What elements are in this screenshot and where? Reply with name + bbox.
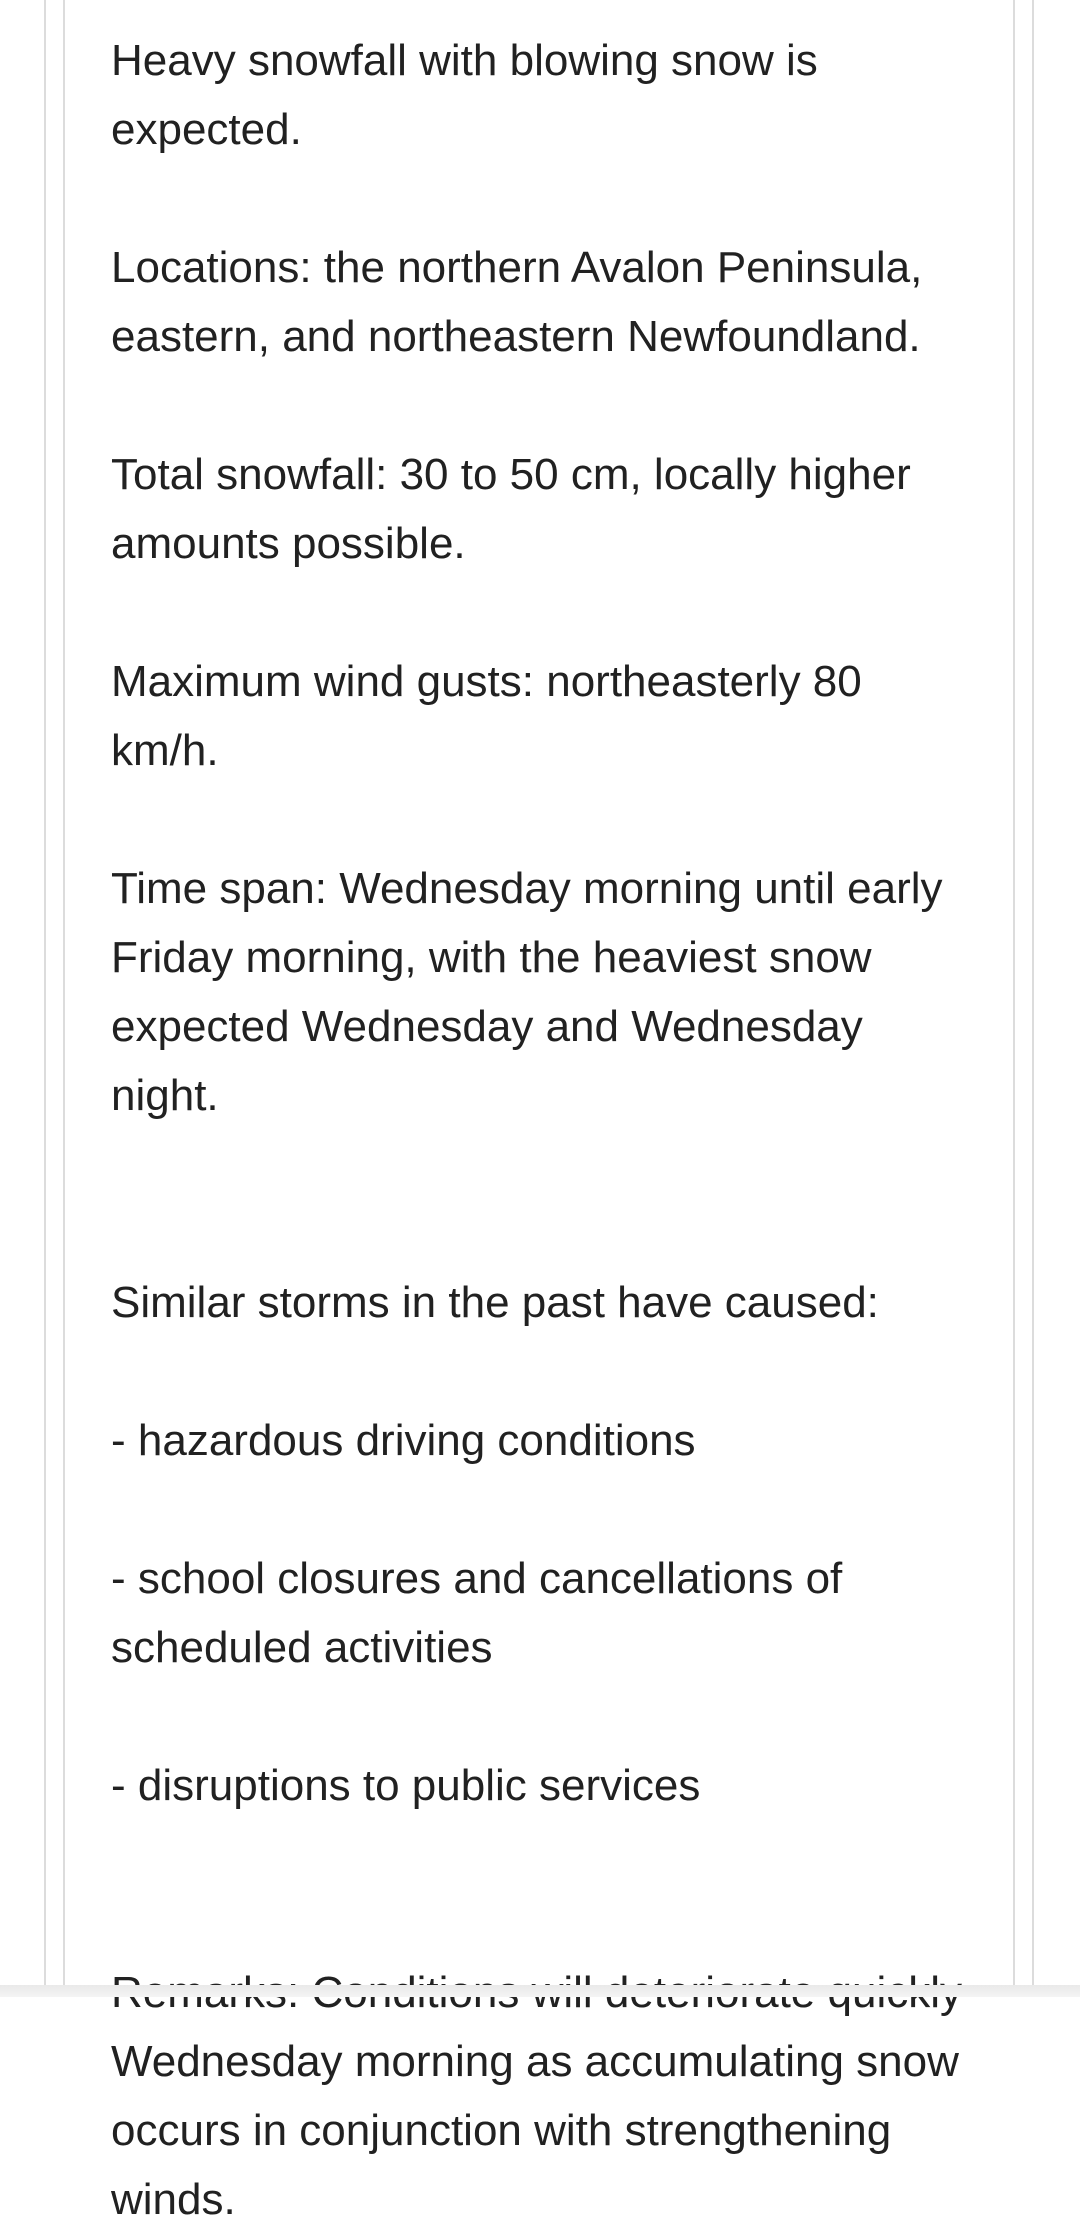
- frame-border-right-outer: [1032, 0, 1034, 1985]
- wind-gusts-paragraph: Maximum wind gusts: northeasterly 80 km/h.: [111, 657, 862, 775]
- frame-border-left-inner: [63, 0, 65, 1985]
- locations-paragraph: Locations: the northern Avalon Peninsula, eastern, and northeastern Newfoundland.: [111, 243, 923, 361]
- frame-border-right-inner: [1013, 0, 1015, 1985]
- bottom-edge: [0, 1985, 1080, 1997]
- impacts-intro: Similar storms in the past have caused:: [111, 1278, 879, 1327]
- summary-paragraph: Heavy snowfall with blowing snow is expected.: [111, 36, 818, 154]
- impacts-paragraph: [111, 1199, 981, 1889]
- impact-item: - hazardous driving conditions: [111, 1416, 696, 1465]
- remarks-paragraph: Wednesday morning as accumulating snow occurs in conjunction with strengthening winds.: [111, 2037, 959, 2224]
- impact-item: - school closures and cancellations of scheduled activities: [111, 1554, 843, 1672]
- impact-item: - disruptions to public services: [111, 1761, 701, 1810]
- warning-text: [111, 26, 981, 2234]
- frame-border-left-outer: [44, 0, 46, 1985]
- time-span-paragraph: Time span: Wednesday morning until early Friday morning, with the heaviest snow expected Wednesday and Wednesday night.: [111, 864, 943, 1120]
- total-snowfall-paragraph: Total snowfall: 30 to 50 cm, locally higher amounts possible.: [111, 450, 911, 568]
